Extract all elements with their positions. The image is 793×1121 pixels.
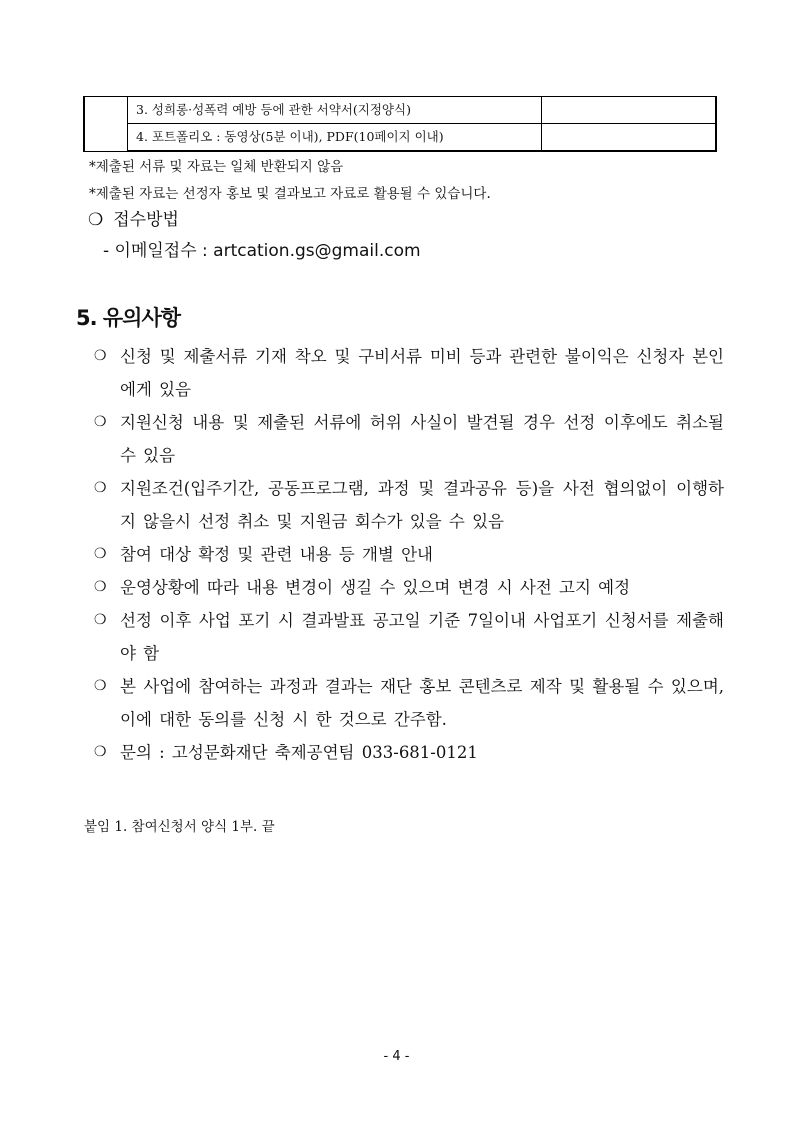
circle-bullet-icon: ❍ [94, 348, 107, 364]
submission-method-heading [88, 205, 179, 230]
notice-list [94, 340, 724, 769]
attachment-line: 붙임 1. 참여신청서 양식 1부. 끝 [84, 819, 275, 835]
list-item-text: 지원조건(입주기간, 공동프로그램, 과정 및 결과공유 등)을 사전 협의없이 이행하지 않을시 선정 취소 및 지원금 회수가 있을 수 있음 [120, 479, 724, 531]
table-cell-empty [84, 97, 128, 152]
table-cell-empty [542, 124, 717, 152]
list-item-text: 참여 대상 확정 및 관련 내용 등 개별 안내 [120, 545, 433, 564]
circle-bullet-icon: ❍ [94, 678, 107, 694]
list-item [94, 736, 724, 769]
list-item-text: 신청 및 제출서류 기재 착오 및 구비서류 미비 등과 관련한 불이익은 신청자 본인에게 있음 [120, 347, 724, 399]
circle-bullet-icon: ❍ [94, 546, 107, 562]
page-number: - 4 - [383, 1049, 410, 1064]
list-item [94, 472, 724, 538]
list-item [94, 670, 724, 736]
table-cell-document: 3. 성희롱·성폭력 예방 등에 관한 서약서(지정양식) [128, 97, 542, 124]
section-title: 5. 유의사항 [76, 306, 181, 330]
list-item [94, 340, 724, 406]
circle-bullet-icon: ❍ [88, 210, 104, 230]
submission-heading-label: 접수방법 [113, 210, 179, 230]
list-item [94, 604, 724, 670]
circle-bullet-icon: ❍ [94, 612, 107, 628]
circle-bullet-icon: ❍ [94, 480, 107, 496]
table-cell-empty [542, 97, 717, 124]
note-promotion-use: *제출된 자료는 선정자 홍보 및 결과보고 자료로 활용될 수 있습니다. [89, 186, 491, 202]
table-cell-document: 4. 포트폴리오 : 동영상(5분 이내), PDF(10페이지 이내) [128, 124, 542, 152]
list-item-text: 선정 이후 사업 포기 시 결과발표 공고일 기준 7일이내 사업포기 신청서를 제출해야 함 [120, 611, 724, 663]
note-no-return: *제출된 서류 및 자료는 일체 반환되지 않음 [89, 159, 344, 175]
list-item-text: 문의 : 고성문화재단 축제공연팀 033-681-0121 [120, 743, 478, 762]
email-submission-line: - 이메일접수 : artcation.gs@gmail.com [103, 241, 421, 261]
table-row [84, 124, 716, 152]
circle-bullet-icon: ❍ [94, 744, 107, 760]
list-item-text: 지원신청 내용 및 제출된 서류에 허위 사실이 발견될 경우 선정 이후에도 취소될 수 있음 [120, 413, 724, 465]
circle-bullet-icon: ❍ [94, 579, 107, 595]
list-item [94, 571, 724, 604]
table-row [84, 97, 716, 124]
list-item [94, 406, 724, 472]
required-documents-table [83, 96, 717, 152]
circle-bullet-icon: ❍ [94, 414, 107, 430]
list-item-text: 운영상황에 따라 내용 변경이 생길 수 있으며 변경 시 사전 고지 예정 [120, 578, 631, 597]
list-item-text: 본 사업에 참여하는 과정과 결과는 재단 홍보 콘텐츠로 제작 및 활용될 수 있으며, 이에 대한 동의를 신청 시 한 것으로 간주함. [120, 677, 724, 729]
list-item [94, 538, 724, 571]
